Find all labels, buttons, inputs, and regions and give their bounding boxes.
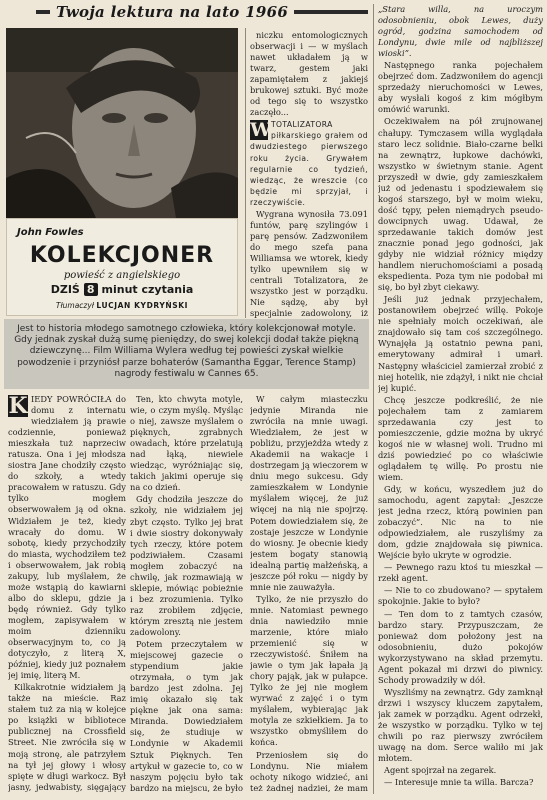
paragraph: „Stara willa, na uroczym odosobnieniu, obok Lewes, duży ogród, godzina samochodem od Londynu, dwie mile od najbliższej wioski”. <box>378 4 543 59</box>
masthead <box>0 0 372 24</box>
paragraph: Gdy, w końcu, wyszedłem już do samochodu, agent zapytał: „Jeszcze jest jedna rzecz, którą powinien pan zobaczyć”. Nic na to nie odpowiedziałem, ale ruszyliśmy za dom, gdzie znajdowała się piwnica. Wejście było ukryte w ogrodzie. <box>378 484 543 561</box>
column-2 <box>130 394 243 794</box>
paragraph: Oczekiwałem na pół zrujnowanej chałupy. Tymczasem willa wyglądała staro lecz solidnie. Biało-czarne belki na zewnątrz, łupkowe dachówki, wszystko w świetnym stanie. Agent przyszedł w dwie, gdy zamieszkałem już od jedenastu i spodziewałem się kogoś starszego, był w moim wieku, dość tępy, pełen niemądrych pseudo-dowcipnych uwag. Udawał, że sprzedawanie takich domów jest znacznie ponad jego godności, jak gdyby nie widział różnicy między handlem nieruchomościami a posadą ekspedienta. Poza tym nie podobał mi się, bo był zbyt ciekawy. <box>378 116 543 293</box>
book-title-box <box>6 218 238 316</box>
column-1 <box>8 394 126 794</box>
paragraph: Wygrana wynosiła 73.091 funtów, parę szylingów i parę pensów. Zadzwoniłem do mego szefa pana Williamsa we wtorek, kiedy tylko upewniłem się w centrali Totalizatora, że wszystko jest w porządku. Nie sądzę, aby był specjalnie zadowolony, iż <box>250 208 368 318</box>
paragraph: TOTALIZATORA piłkarskiego grałem od dwudziestego pierwszego roku życia. Grywałem regularnie co tydzień, wiedząc, że wreszcie (co będzie mi sprzyjał, i rzeczywiście. <box>250 120 368 207</box>
paragraph: Gdy chodziła jeszcze do szkoły, nie widziałem jej zbyt często. Tylko jej brat i dwie siostry dokonywały tych rzeczy, które potem podziwiałem. Czasami mogłem zobaczyć na chwilę, jak rozmawiają w sklepie, mówiąc pobieżnie i bez zrozumienia. Tylko raz zrobiłem zdjęcie, którym zresztą nie jestem zadowolony. <box>130 494 243 637</box>
paragraph: Kilkakrotnie widziałem ją także na mieście. Raz stałem tuż za nią w kolejce po książki w bibliotece publicznej na Crossfield Street. Nie zwróciła się w moją stronę, ale patrzyłem na tył jej głowy i włosy spięte w długi warkocz. Był jasny, jedwabisty, sięgający <box>8 682 126 792</box>
book-author: John Fowles <box>17 227 84 238</box>
paragraph: — Pewnego razu ktoś tu mieszkał — rzekł agent. <box>378 562 543 584</box>
paragraph: Ten, kto chwyta motyle, wie, o czym myślę. Myśląc o niej, zawsze myślałem o pięknych, zgrabnych owadach, które przelatują nad łąką, niewiele wiedząc, wyróżniając się, takich jakimi operuje się na co dzień. <box>130 394 243 493</box>
paragraph: Tylko, że nie przyszło do mnie. Natomiast pewnego dnia nawiedziło mnie marzenie, które miało przemienić się w rzeczywistość. Śniłem na jawie o tym jak łapała ją chory pająk, jak w pułapce. Tylko że jej nie mogłem wyrwać z zajęć i o tym myślałem, wybierając jak motyla ze szkiełkiem. Ja to wszystko obmyśliłem do końca. <box>250 593 368 748</box>
paragraph: Potem przeczytałem w miejscowej gazecie o stypendium jakie otrzymała, o tym jak bardzo jest zdolna. Jej imię okazało się tak piękne jak ona sama: Miranda. Dowiedziałem się, że studiuje w Londynie w Akademii Sztuk Pięknych. Ten artykuł w gazecie to, co w naszym pojęciu było tak bardzo na miejscu, że było <box>130 639 243 793</box>
film-still-photo <box>6 28 238 218</box>
column-3-bottom <box>250 394 368 794</box>
column-4 <box>378 4 543 794</box>
paragraph: Chcę jeszcze podkreślić, że nie pojechałem tam z zamiarem sprzedawania czy jest to pomieszczenie, gdzie można by ukryć kogoś nie w własnej woli. Trudno mi dziś powiedzieć po co właściwie oglądałem tę willę. Po prostu nie wiem. <box>378 394 543 482</box>
paragraph: Agent spojrzał na zegarek. <box>384 765 497 776</box>
film-still-illustration <box>6 28 238 218</box>
reading-time-prefix: DZIŚ <box>50 283 80 296</box>
paragraph: Następnego ranka pojechałem obejrzeć dom. Zadzwoniłem do agencji sprzedaży nieruchomości w Lewes, aby wysłali kogoś z kim mógłbym omówić warunki. <box>378 60 543 115</box>
translator-credit <box>7 301 237 310</box>
paragraph: Jeśli już jednak przyjechałem, postanowiłem obejrzeć willę. Pokoje nie spełniały moich oczekiwań, ale znajdowało się tam coś szczególnego. Wynajęła ją ostatnio pewna pani, emerytowany admirał i umarł. Następny właściciel zamierzał zrobić z niej hotelik, nie zdążył, i nikt nie chciał jej kupić. <box>378 294 543 393</box>
column-3-top <box>250 30 368 318</box>
translator-name: LUCJAN KYDRYŃSKI <box>96 301 189 310</box>
translator-label: Tłumaczył <box>55 301 94 310</box>
column-divider <box>373 4 374 794</box>
masthead-title: Twoja lektura na lato 1966 <box>56 3 289 21</box>
book-subtitle: powieść z angielskiego <box>63 270 181 281</box>
paragraph: Wyszliśmy na zewnątrz. Gdy zamknął drzwi i wszyscy kluczem zapytałem, jak zamek w porządku. Agent odrzekł, że wszystko w porządku. Tylko w tej chwili po raz pierwszy zwróciłem uwagę na dom. Serce waliło mi jak młotem. <box>378 686 543 764</box>
paragraph: Przeniosłem się do Londynu. Nie miałem ochoty nikogo widzieć, ani też żadnej nadziei, że mam <box>250 749 368 793</box>
reading-time-suffix: minut czytania <box>101 283 194 296</box>
intro-box <box>4 319 369 389</box>
paragraph: — Ten dom to z tamtych czasów, bardzo stary. Przypuszczam, że ponieważ dom położony jest na odosobnieniu, dużo pokojów wykorzystywano na skład przemytu. Agent pokazał mi drzwi do piwnicy. Schody prowadziły w dół. <box>378 608 543 685</box>
paragraph: IEDY POWRÓCIŁA do domu z internatu wiedziałem ją prawie codziennie, ponieważ mieszkała tuż naprzeciw ratusza. Ona i jej młodsza siostra Jane chodziły często do szkoły, a wtedy pracowałem w ratuszu. Gdy tylko mogłem obserwowałem ją od okna. Widziałem je też, kiedy wracały do domu. W sobotę, kiedy przychodziły do miasta, wychodziłem też i obserwowałem, jak robią zakupy, lub myślałem, że może wstąpią do kawiarni albo do sklepu, gdzie ja będę również. Gdy tylko mogłem, zapisywałem w moim dzienniku obserwacyjnym to, co ją dotyczyło, z literą X, później, kiedy już poznałem jej imię, literą M. <box>8 394 126 681</box>
paragraph: niczku entomologicznych obserwacji i — w myślach nawet układałem ją w twarz, gestem jaki zapamiętałem z jakiejś brukowej sztuki. Być może od tego się to wszystko zaczęło... <box>250 30 368 118</box>
reading-time <box>7 283 237 296</box>
masthead-rule-left <box>36 10 50 14</box>
column-divider <box>245 28 246 318</box>
paragraph: — Interesuje mnie ta willa. Barcza? <box>384 777 534 788</box>
paragraph: — Nie to co zbudowano? — spytałem spokojnie. Jakie to było? <box>378 585 543 607</box>
intro-text: Jest to historia młodego samotnego człowieka, który kolekcjonował motyle. Gdy jednak zyskał dużą sumę pieniędzy, do swej kolekcji dodał także piękną dziewczynę... Film Williama Wylera według tej powieści zyskał wielkie powodzenie i przyniósł parze bohaterów (Samantha Eggar, Terence Stamp) nagrody festiwalu w Cannes 65. <box>14 324 359 379</box>
reading-time-minutes: 8 <box>84 283 98 296</box>
book-title: KOLEKCJONER <box>29 243 215 268</box>
paragraph: W całym miasteczku jedynie Miranda nie zwróciła na mnie uwagi. Wiedziałem, że jest w pobliżu, przyjeżdża wtedy z Akademii na wakacje i dostrzegam ją wieczorem w dniu mego sukcesu. Gdy zamieszkałem w Londynie myślałem więcej, że już więcej na nią nie spojrzę. Potem dowiedziałem się, że zostaje jeszcze w Londynie do wiosny. Je obecnie kiedy jestem bogaty stanowią idealną partię małżeńską, a jeszcze pół roku — nigdy by mnie nie zauważyła. <box>250 394 368 592</box>
drop-cap: K <box>8 394 28 419</box>
masthead-rule-right <box>294 10 368 14</box>
drop-cap: W <box>250 119 272 142</box>
